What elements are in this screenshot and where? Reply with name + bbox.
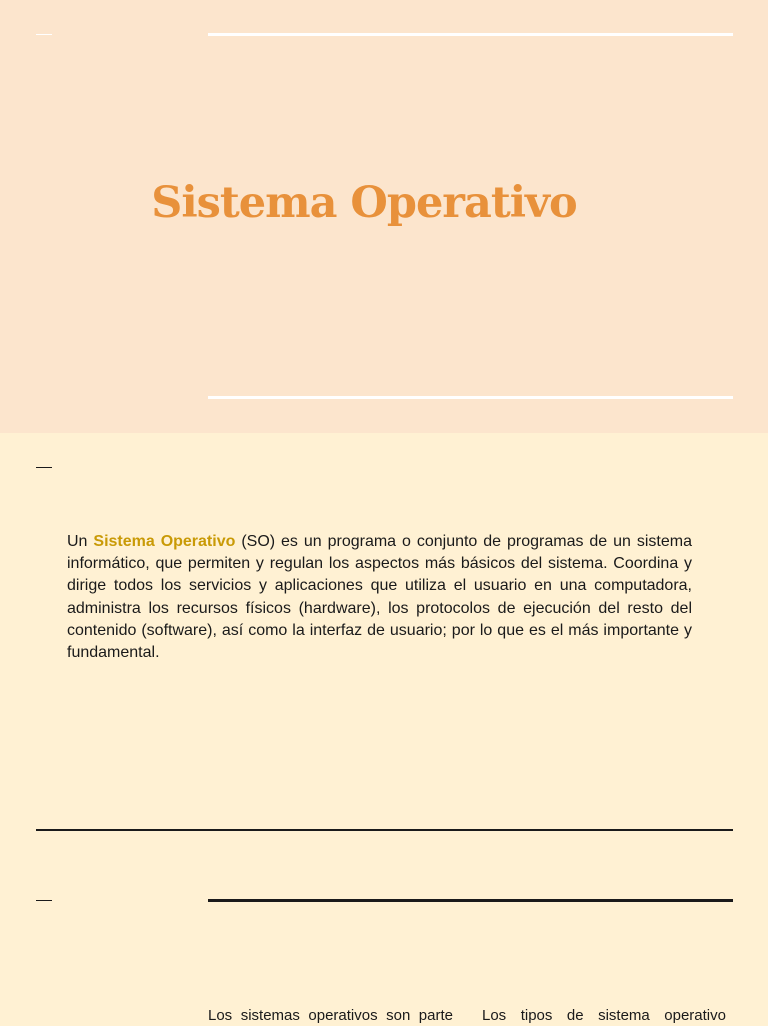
slide-corner-mark: [36, 900, 52, 901]
top-rule: [208, 33, 733, 36]
content-slide: [0, 433, 768, 1024]
right-column-text: Los tipos de sistema operativo: [482, 1007, 726, 1024]
highlighted-term: Sistema Operativo: [93, 533, 236, 550]
left-column-text: Los sistemas operativos son parte: [208, 1007, 453, 1024]
slide-corner-mark: [36, 467, 52, 468]
header-rule: [208, 899, 733, 902]
slide-title: Sistema Operativo: [151, 178, 577, 228]
bottom-rule: [208, 396, 733, 399]
title-slide: [0, 0, 768, 433]
paragraph-prefix: Un: [67, 533, 94, 550]
slide-corner-mark: [36, 34, 52, 35]
paragraph-body: (SO) es un programa o conjunto de programas de un sistema informático, que permiten y regulan los aspectos más básicos del sistema. Coordina y dirige todos los servicios y aplicaciones que utiliza el usuario en una computadora, administra los recursos físicos (hardware), los protocolos de ejecución del resto del contenido (software), así como la interfaz de usuario; por lo que es el más importante y fundamental.: [67, 533, 692, 662]
definition-paragraph: [67, 531, 692, 664]
slide-divider: [36, 829, 733, 831]
